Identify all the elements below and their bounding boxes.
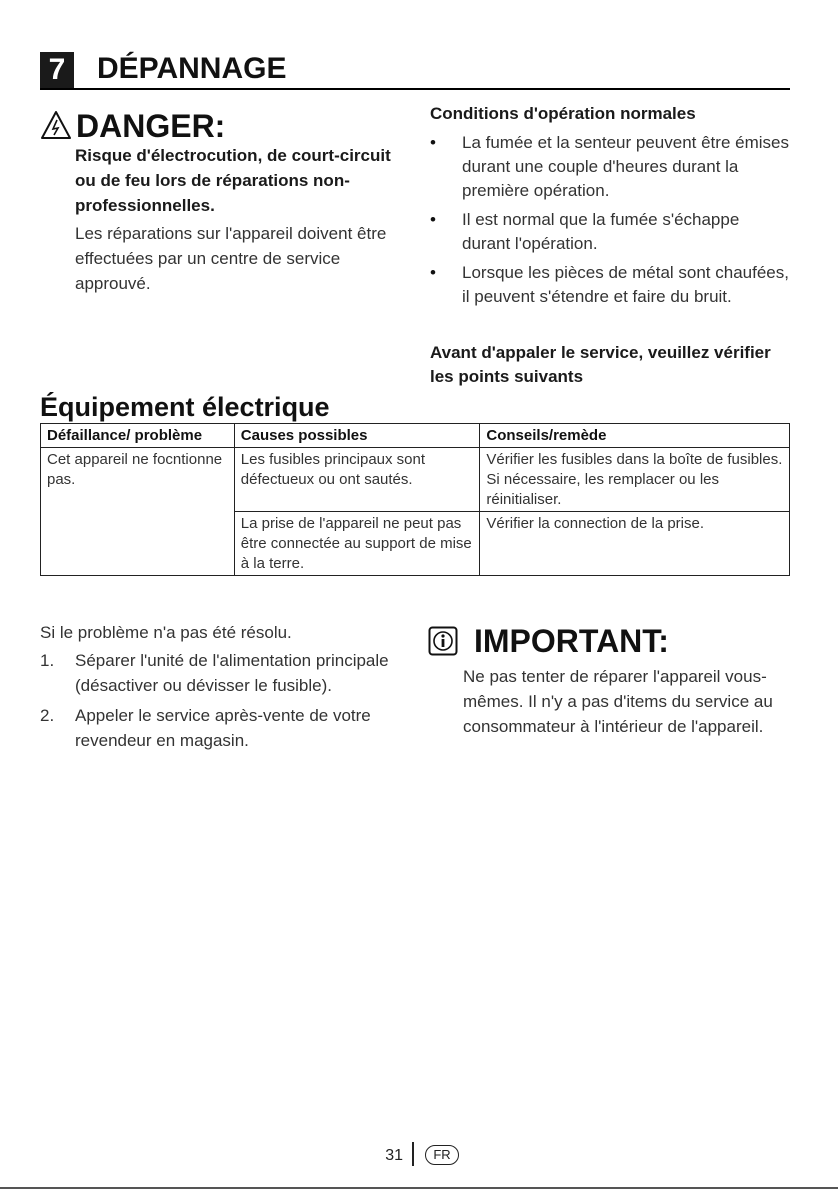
table-row (41, 448, 790, 512)
danger-subtitle: Risque d'électrocution, de court-circuit ou de feu lors de réparations non-professionnelles. (75, 146, 391, 215)
page-footer (0, 1142, 838, 1168)
info-icon (428, 626, 458, 656)
list-item (40, 703, 400, 753)
cause-cell: Les fusibles principaux sont défectueux ou ont sautés. (234, 448, 480, 512)
header-remedy: Conseils/remède (480, 424, 790, 448)
section-number: 7 (40, 52, 74, 88)
warning-electric-icon (40, 110, 72, 140)
section-title: DÉPANNAGE (97, 52, 287, 85)
steps-list (40, 648, 400, 758)
conditions-list (430, 131, 790, 314)
step-number: 2. (40, 706, 55, 725)
language-badge: FR (425, 1145, 459, 1165)
header-cause: Causes possibles (234, 424, 480, 448)
bottom-rule (0, 1187, 838, 1189)
check-title: Avant d'appaler le service, veuillez vérifier les points suivants (430, 343, 771, 386)
list-item (40, 648, 400, 698)
page-number: 31 (385, 1147, 403, 1164)
section-header (40, 50, 790, 90)
important-text: Ne pas tenter de réparer l'appareil vous-mêmes. Il n'y a pas d'items du service au consommateur à l'intérieur de l'appareil. (463, 667, 773, 736)
danger-text: Les réparations sur l'appareil doivent être effectuées par un centre de service approuvé. (75, 224, 387, 293)
conditions-title: Conditions d'opération normales (430, 104, 696, 123)
cause-cell: La prise de l'appareil ne peut pas être connectée au support de mise à la terre. (234, 512, 480, 576)
fault-cell: Cet appareil ne focntionne pas. (41, 448, 235, 576)
table-header-row (41, 424, 790, 448)
list-item: • Il est normal que la fumée s'échappe durant l'opération. (430, 208, 790, 256)
step-text: Appeler le service après-vente de votre revendeur en magasin. (75, 706, 371, 750)
step-text: Séparer l'unité de l'alimentation principale (désactiver ou dévisser le fusible). (75, 651, 389, 695)
troubleshooting-table (40, 423, 790, 576)
important-title: IMPORTANT: (474, 623, 669, 659)
remedy-cell: Vérifier la connection de la prise. (480, 512, 790, 576)
unresolved-text: Si le problème n'a pas été résolu. (40, 623, 292, 642)
equipment-title: Équipement électrique (40, 392, 330, 422)
danger-title: DANGER: (76, 108, 226, 144)
step-number: 1. (40, 651, 55, 670)
list-item: • La fumée et la senteur peuvent être émises durant une couple d'heures durant la première opération. (430, 131, 790, 203)
list-item: • Lorsque les pièces de métal sont chaufées, il peuvent s'étendre et faire du bruit. (430, 261, 790, 309)
header-fault: Défaillance/ problème (41, 424, 235, 448)
remedy-cell: Vérifier les fusibles dans la boîte de fusibles. Si nécessaire, les remplacer ou les réinitialiser. (480, 448, 790, 512)
footer-divider (412, 1142, 414, 1166)
